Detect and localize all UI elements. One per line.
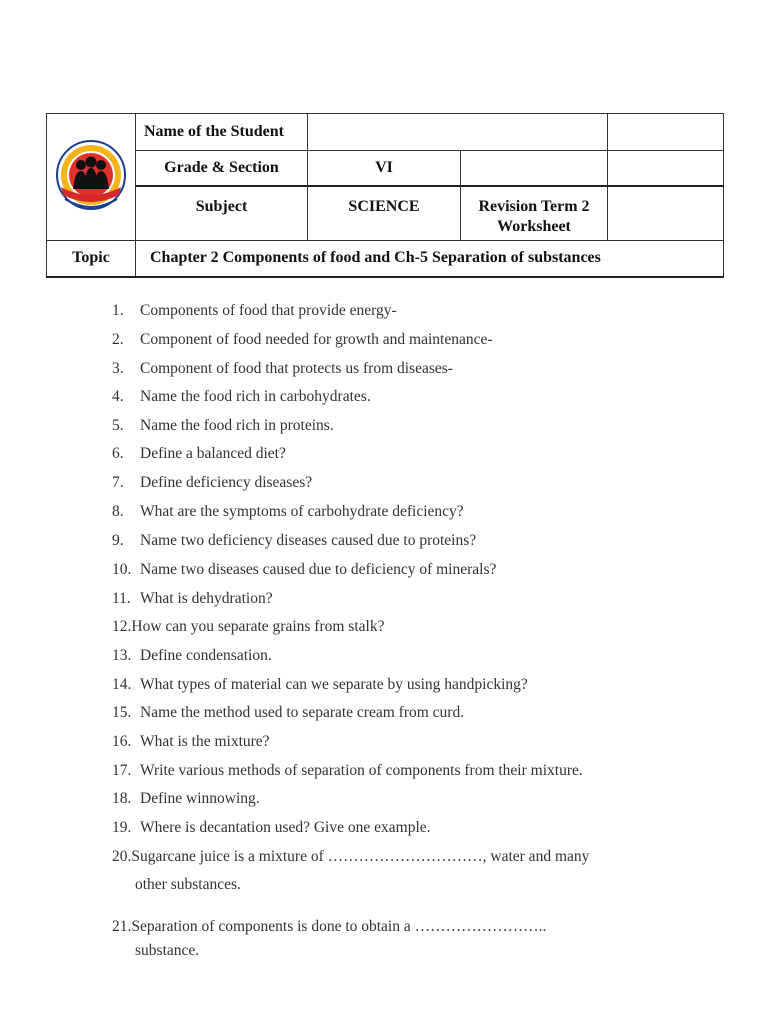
student-extra-field[interactable] <box>608 114 724 151</box>
student-name-label: Name of the Student <box>136 114 308 151</box>
worksheet-title-line1: Revision Term 2 <box>478 197 590 215</box>
worksheet-title <box>461 186 608 241</box>
grade-label: Grade & Section <box>136 151 308 186</box>
school-crest-icon <box>51 137 131 217</box>
question-item: 20.Sugarcane juice is a mixture of …………………………, water and many other substances. <box>112 848 590 893</box>
question-item: 15. Name the method used to separate cream from curd. <box>112 704 465 721</box>
question-item: 3. Component of food that protects us from diseases- <box>112 360 453 377</box>
question-item: 7. Define deficiency diseases? <box>112 474 313 491</box>
question-item: 16. What is the mixture? <box>112 733 270 750</box>
question-item: 9. Name two deficiency diseases caused due to proteins? <box>112 532 477 549</box>
worksheet-title-line2: Worksheet <box>497 217 571 235</box>
question-item: 17. Write various methods of separation of components from their mixture. <box>112 762 583 779</box>
question-item: 10. Name two diseases caused due to deficiency of minerals? <box>112 561 497 578</box>
question-item: 6. Define a balanced diet? <box>112 445 286 462</box>
worksheet-header-table <box>46 113 724 278</box>
question-item: 14. What types of material can we separate by using handpicking? <box>112 676 528 693</box>
question-item: 19. Where is decantation used? Give one example. <box>112 819 431 836</box>
grade-value: VI <box>308 151 461 186</box>
question-item: 2. Component of food needed for growth and maintenance- <box>112 331 493 348</box>
question-item: 13. Define condensation. <box>112 647 272 664</box>
question-item: 1. Components of food that provide energy- <box>112 302 397 319</box>
subject-value: SCIENCE <box>308 186 461 241</box>
question-item: 11. What is dehydration? <box>112 590 273 607</box>
question-item: 5. Name the food rich in proteins. <box>112 417 334 434</box>
school-logo-cell <box>47 114 136 241</box>
topic-label: Topic <box>47 241 136 277</box>
section-field[interactable] <box>461 151 608 186</box>
topic-value: Chapter 2 Components of food and Ch-5 Separation of substances <box>136 241 724 277</box>
student-name-field[interactable] <box>308 114 608 151</box>
subject-label: Subject <box>136 186 308 241</box>
question-item: 21.Separation of components is done to obtain a …………………….. substance. <box>112 918 547 959</box>
question-item: 12.How can you separate grains from stalk? <box>112 618 385 635</box>
question-item: 18. Define winnowing. <box>112 790 260 807</box>
question-item: 4. Name the food rich in carbohydrates. <box>112 388 371 405</box>
grade-extra-field[interactable] <box>608 151 724 186</box>
question-item: 8. What are the symptoms of carbohydrate deficiency? <box>112 503 464 520</box>
worksheet-extra-field[interactable] <box>608 186 724 241</box>
